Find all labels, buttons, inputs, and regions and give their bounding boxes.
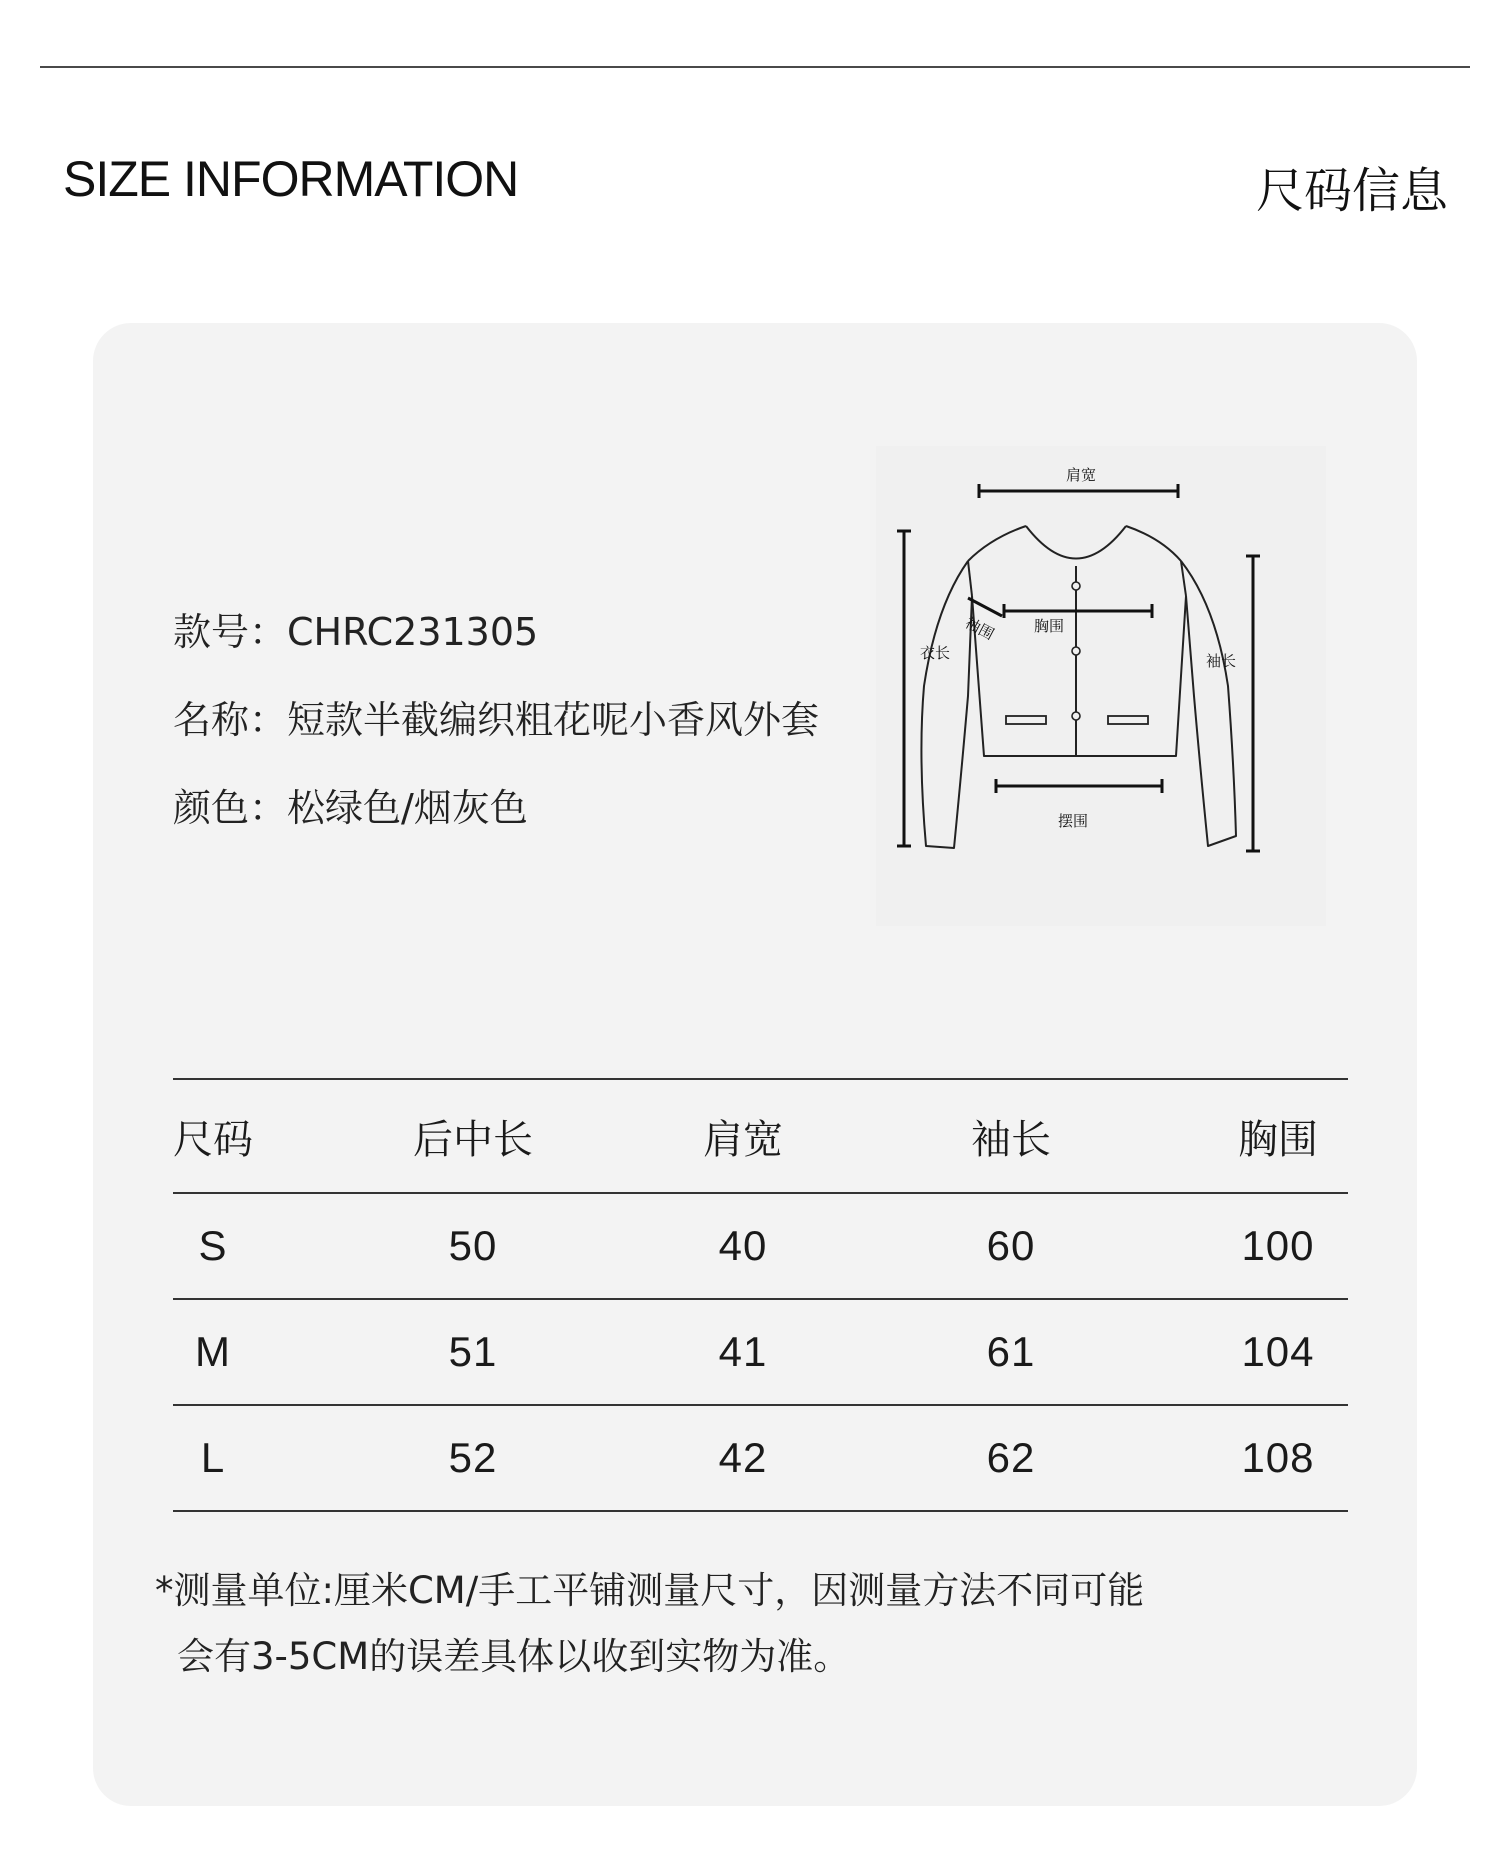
cell-sleeve: 60	[986, 1222, 1036, 1269]
top-divider	[40, 66, 1470, 68]
cell-shoulder: 40	[718, 1222, 768, 1269]
cell-size: L	[200, 1434, 226, 1481]
style-number: 款号：CHRC231305	[173, 610, 539, 654]
page-title-en: SIZE INFORMATION	[63, 151, 519, 207]
cell-shoulder: 41	[718, 1328, 768, 1375]
product-color: 颜色：松绿色/烟灰色	[173, 786, 528, 830]
header-size: 尺码	[173, 1116, 253, 1163]
cell-size: S	[198, 1222, 228, 1269]
table-row	[173, 1300, 1348, 1404]
diagram-label-shoulder: 肩宽	[1066, 466, 1097, 484]
jacket-measurement-diagram	[876, 446, 1326, 926]
cell-chest: 100	[1241, 1222, 1315, 1269]
header-shoulder: 肩宽	[703, 1116, 783, 1163]
cell-sleeve: 61	[986, 1328, 1036, 1375]
header-chest: 胸围	[1238, 1116, 1318, 1163]
cell-chest: 104	[1241, 1328, 1315, 1375]
header-back-length: 后中长	[413, 1116, 533, 1163]
diagram-label-length: 衣长	[920, 644, 951, 662]
jacket-outline	[876, 446, 1326, 926]
cell-back-length: 50	[448, 1222, 498, 1269]
diagram-label-cuff: 袖围	[962, 613, 998, 644]
diagram-label-sleeve: 袖长	[1206, 652, 1237, 670]
table-header-row	[173, 1080, 1348, 1192]
product-name: 名称：短款半截编织粗花呢小香风外套	[173, 698, 820, 742]
cell-back-length: 52	[448, 1434, 498, 1481]
cell-chest: 108	[1241, 1434, 1315, 1481]
cell-shoulder: 42	[718, 1434, 768, 1481]
cell-sleeve: 62	[986, 1434, 1036, 1481]
size-table	[173, 1078, 1348, 1512]
table-rule	[173, 1510, 1348, 1512]
diagram-label-hem: 摆围	[1058, 812, 1089, 830]
diagram-label-chest: 胸围	[1034, 617, 1065, 635]
note-line-2: 会有3-5CM的误差具体以收到实物为准。	[177, 1635, 851, 1678]
note-line-1: *测量单位:厘米CM/手工平铺测量尺寸，因测量方法不同可能	[155, 1569, 1145, 1612]
table-row	[173, 1194, 1348, 1298]
table-row	[173, 1406, 1348, 1510]
cell-size: M	[195, 1328, 231, 1375]
page-title-zh: 尺码信息	[1255, 163, 1448, 219]
measurement-note	[155, 1558, 1385, 1690]
cell-back-length: 51	[448, 1328, 498, 1375]
header-sleeve: 袖长	[971, 1116, 1051, 1163]
size-info-card	[93, 323, 1417, 1806]
